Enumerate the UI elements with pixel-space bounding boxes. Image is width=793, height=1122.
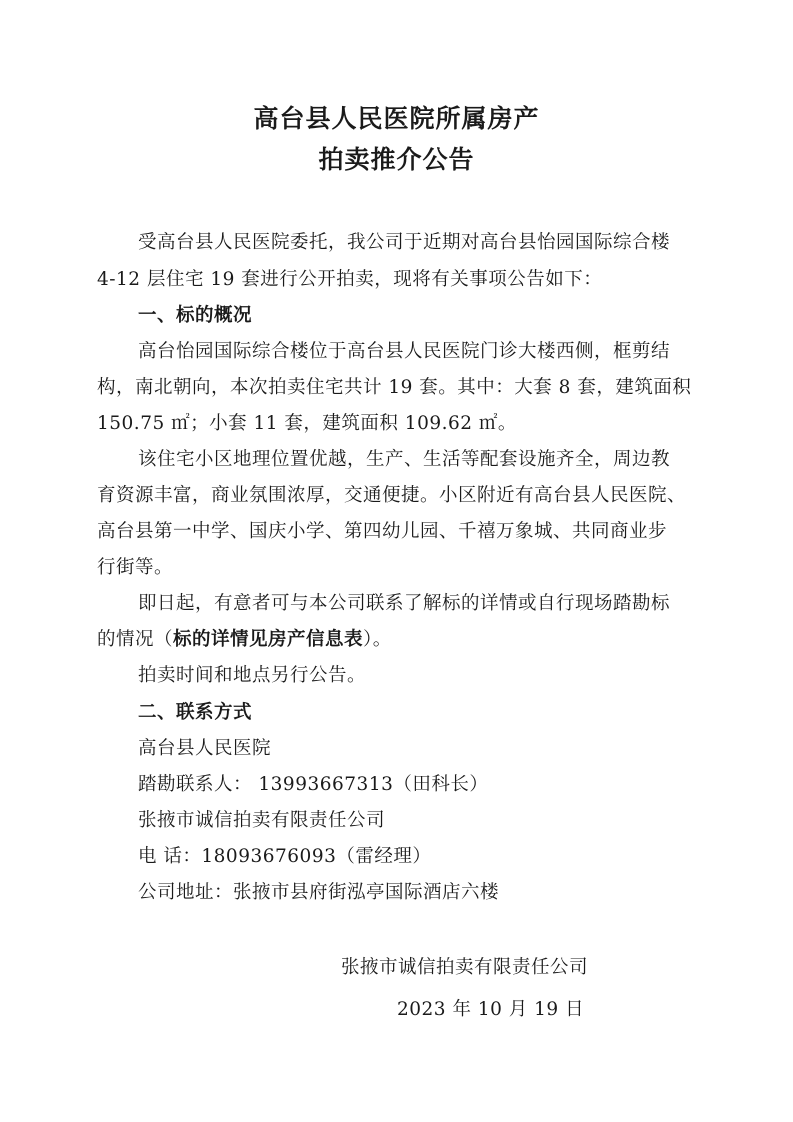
para-3-prefix: 的情况（	[97, 629, 174, 650]
info-table-reference: 标的详情见房产信息表	[173, 629, 364, 650]
contact-org-1: 高台县人民医院	[138, 738, 272, 759]
section-1-para-1-line-1: 高台怡园国际综合楼位于高台县人民医院门诊大楼西侧，框剪结	[138, 341, 671, 362]
title-line-2: 拍卖推介公告	[318, 145, 475, 174]
signature-company: 张掖市诚信拍卖有限责任公司	[341, 957, 589, 978]
section-1-para-2-line-2: 育资源丰富，商业氛围浓厚，交通便捷。小区附近有高台县人民医院、	[97, 485, 687, 506]
section-1-para-3-line-2	[97, 626, 392, 654]
section-1-para-1-line-3: 150.75 ㎡；小套 11 套，建筑面积 109.62 ㎡。	[97, 413, 517, 434]
title-line-1: 高台县人民医院所属房产	[253, 104, 540, 133]
section-1-para-4: 拍卖时间和地点另行公告。	[138, 665, 367, 686]
signature-date: 2023 年 10 月 19 日	[397, 999, 585, 1020]
section-1-para-2-line-3: 高台县第一中学、国庆小学、第四幼儿园、千禧万象城、共同商业步	[97, 521, 668, 542]
section-2-heading: 二、联系方式	[138, 702, 253, 723]
company-address: 公司地址：张掖市县府街泓亭国际酒店六楼	[138, 882, 500, 903]
section-1-para-2-line-1: 该住宅小区地理位置优越，生产、生活等配套设施齐全，周边教	[138, 449, 671, 470]
section-1-para-1-line-2: 构，南北朝向，本次拍卖住宅共计 19 套。其中：大套 8 套，建筑面积	[97, 377, 692, 398]
section-1-para-3-line-1: 即日起，有意者可与本公司联系了解标的详情或自行现场踏勘标	[138, 593, 671, 614]
intro-line-1: 受高台县人民医院委托，我公司于近期对高台县怡园国际综合楼	[138, 232, 671, 253]
contact-person-1: 踏勘联系人： 13993667313（田科长）	[138, 774, 489, 795]
contact-org-2: 张掖市诚信拍卖有限责任公司	[138, 810, 386, 831]
contact-phone-2: 电 话：18093676093（雷经理）	[138, 846, 432, 867]
para-3-suffix: ）。	[363, 629, 392, 650]
section-1-para-2-line-4: 行街等。	[97, 557, 174, 578]
section-1-heading: 一、标的概况	[138, 305, 253, 326]
intro-line-2: 4-12 层住宅 19 套进行公开拍卖，现将有关事项公告如下：	[97, 269, 603, 290]
